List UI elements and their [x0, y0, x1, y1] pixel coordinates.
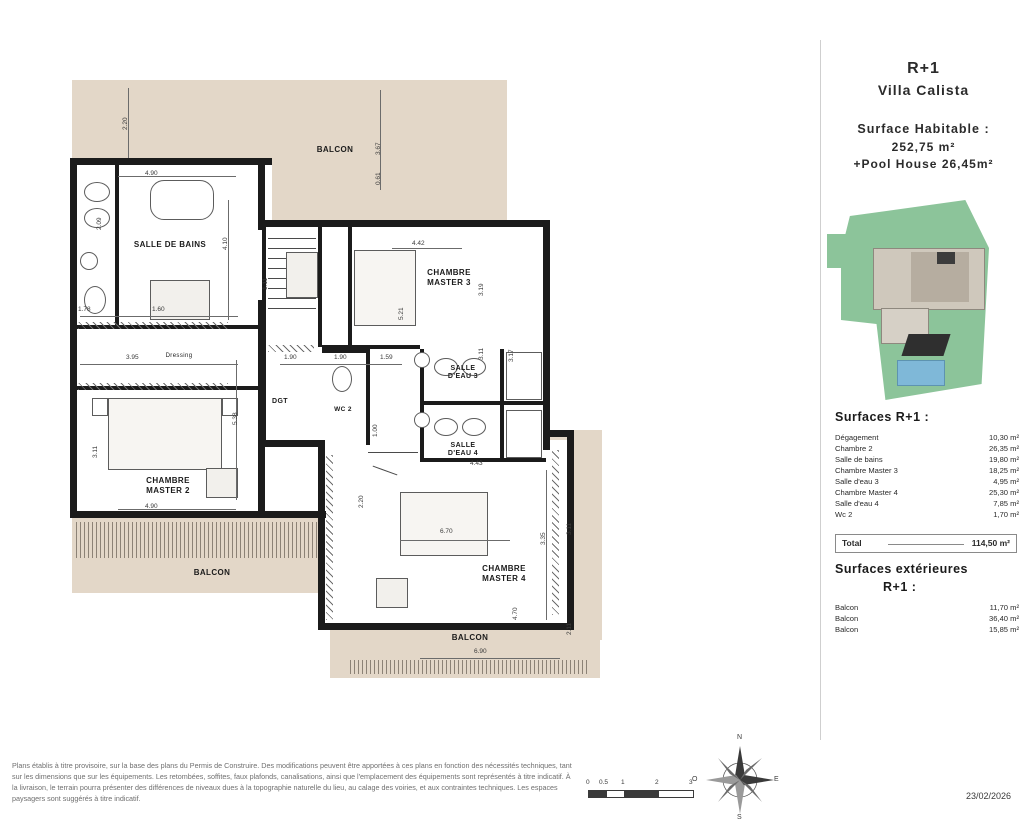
- dimension-text: 4.43: [470, 460, 483, 467]
- bed-master-3-upper: [150, 280, 210, 320]
- dimension-text: 5.38: [232, 412, 239, 425]
- surface-value: 4,95 m²: [993, 477, 1019, 486]
- scale-segment: [606, 790, 626, 798]
- exterior-label: Balcon: [835, 603, 859, 612]
- legend-title-level: R+1: [907, 60, 940, 77]
- site-plan-thumbnail: [841, 192, 1001, 407]
- window-hatch-dressing: [78, 383, 228, 390]
- bed-master-3: [354, 250, 416, 326]
- dimension-text: 3.19: [478, 283, 485, 296]
- dimension-text: 4.10: [222, 237, 229, 250]
- nightstand: [92, 398, 108, 416]
- dimension-text: 3.11: [566, 522, 573, 535]
- exterior-label: Balcon: [835, 625, 859, 634]
- stair-landing: [286, 252, 318, 298]
- wall-lower-bottom: [318, 623, 574, 630]
- dimension-text: 6.90: [474, 648, 487, 655]
- table-row: [835, 454, 1019, 465]
- dimension-text: 1.90: [284, 354, 297, 361]
- table-row: [835, 487, 1019, 498]
- surface-label: Dégagement: [835, 433, 879, 442]
- surface-label: Salle d'eau 4: [835, 499, 879, 508]
- compass-south-label: S: [737, 814, 742, 821]
- poolhouse-value: +Pool House 26,45m²: [853, 157, 994, 171]
- total-box: [835, 534, 1017, 553]
- compass-east-label: E: [774, 776, 779, 783]
- dimension-line: [420, 658, 560, 659]
- dimension-line: [400, 540, 510, 541]
- wall-bottom-left: [70, 511, 326, 518]
- dimension-text: 1.78: [78, 306, 91, 313]
- surfaces-title: Surfaces R+1 :: [835, 410, 930, 424]
- wall-bath-vertical: [115, 165, 119, 325]
- stair-step: [268, 298, 316, 299]
- wall-center-bottom-stub: [262, 440, 324, 447]
- total-divider: [888, 544, 964, 545]
- surfaces-table: [835, 432, 1019, 520]
- disclaimer-text: Plans établis à titre provisoire, sur la base des plans du Permis de Construire. Des modifications peuvent être apportées à ces plans en fonction des nécessités techniques, tant sur les dimensions que sur les équipements. Les retombées, soffites, faux plafonds, canalisations, ainsi que l'emplacement des équipements sont représentés à titre indicatif. À la livraison, le terrain pourra présenter des différences de niveaux dues à la topographie naturelle du lieu, au calage des voiries, et aux contraintes techniques. Les espaces paysagers sont suggérés à titre indicatif.: [12, 761, 572, 804]
- wall-wc-top: [322, 349, 370, 353]
- dimension-text: 4.42: [412, 240, 425, 247]
- room-label: BALCON: [193, 568, 231, 577]
- window-hatch-left-lower: [326, 455, 333, 620]
- dimension-text: 1.59: [380, 354, 393, 361]
- table-row: [835, 624, 1019, 635]
- room-label: SALLE D'EAU 3: [447, 365, 479, 381]
- dimension-text: 0.61: [375, 172, 382, 185]
- dimension-text: 2.20: [122, 117, 129, 130]
- wall-bedroom3-left: [348, 227, 352, 345]
- table-row: [835, 443, 1019, 454]
- shower-head-icon-4: [414, 412, 430, 428]
- sink-basin: [84, 182, 110, 202]
- room-label: CHAMBRE MASTER 2: [146, 476, 190, 495]
- room-label: SALLE DE BAINS: [133, 240, 207, 249]
- table-row: [835, 476, 1019, 487]
- room-label: Dressing: [165, 353, 193, 359]
- surface-value: 26,35 m²: [989, 444, 1019, 453]
- dimension-text: 1.60: [152, 306, 165, 313]
- room-label: BALCON: [451, 633, 489, 642]
- surface-value: 7,85 m²: [993, 499, 1019, 508]
- exterior-title-line1: Surfaces extérieures: [835, 562, 968, 576]
- surface-value: 18,25 m²: [989, 466, 1019, 475]
- surface-value: 19,80 m²: [989, 455, 1019, 464]
- scale-tick: 0.5: [599, 779, 609, 786]
- dimension-text: 3.35: [540, 532, 547, 545]
- washbasin-bath-4: [434, 418, 458, 436]
- surface-label: Salle de bains: [835, 455, 883, 464]
- compass-west-label: O: [692, 776, 698, 783]
- scale-bar: [586, 779, 698, 806]
- scale-tick: 1: [621, 779, 625, 786]
- site-green-spur: [827, 234, 857, 268]
- bathtub: [150, 180, 214, 220]
- legend-title-villa: Villa Calista: [877, 82, 970, 98]
- dimension-text: 4.70: [512, 607, 519, 620]
- dimension-line: [118, 509, 236, 510]
- plan-date: 23/02/2026: [965, 791, 1011, 801]
- room-label: CHAMBRE MASTER 4: [482, 564, 526, 583]
- dimension-line-v: [236, 360, 237, 500]
- wall-stair-left: [262, 227, 266, 442]
- exterior-label: Balcon: [835, 614, 859, 623]
- total-value: 114,50 m²: [971, 538, 1010, 548]
- table-row: [835, 602, 1019, 613]
- exterior-table: [835, 602, 1019, 635]
- site-car: [937, 252, 955, 264]
- toilet-bowl-wc2: [332, 366, 352, 392]
- balcony-top-terrace: [262, 80, 507, 225]
- exterior-title-line2: R+1 :: [883, 580, 917, 594]
- room-label: DGT: [272, 398, 288, 405]
- compass-rose: [692, 734, 780, 821]
- closet-line: [368, 452, 418, 453]
- dimension-line-v: [228, 200, 229, 320]
- dimension-text: 2.11: [566, 622, 573, 635]
- surface-label: Salle d'eau 3: [835, 477, 879, 486]
- surface-label: Chambre Master 3: [835, 466, 898, 475]
- room-label: SALLE D'EAU 4: [447, 442, 479, 458]
- window-hatch-stairs: [268, 345, 314, 352]
- dimension-text: 2.20: [358, 495, 365, 508]
- dimension-line: [80, 364, 238, 365]
- dimension-text: 3.11: [478, 347, 485, 360]
- dimension-line: [392, 248, 462, 249]
- exterior-value: 36,40 m²: [989, 614, 1019, 623]
- dimension-line: [80, 316, 238, 317]
- wall-closet-right: [500, 349, 504, 461]
- dimension-text: 1.90: [334, 354, 347, 361]
- surface-label: Chambre Master 4: [835, 488, 898, 497]
- surface-label: Wc 2: [835, 510, 853, 519]
- wall-center-top: [262, 220, 550, 227]
- legend-panel: [820, 40, 1026, 740]
- dimension-text: 2.09: [96, 217, 103, 230]
- compass-north-label: N: [737, 734, 743, 741]
- habitable-label: Surface Habitable :: [857, 122, 990, 136]
- room-label: WC 2: [334, 406, 352, 413]
- site-dark-block: [901, 334, 950, 356]
- scale-segment: [624, 790, 660, 798]
- dimension-text: 6.70: [440, 528, 453, 535]
- stair-step: [268, 308, 316, 309]
- dimension-text: 3.11: [92, 445, 99, 458]
- scale-tick: 3: [689, 779, 693, 786]
- wall-bath3-bottom: [420, 401, 546, 405]
- table-row: [835, 613, 1019, 624]
- dimension-text: 1.00: [372, 424, 379, 437]
- dimension-text: 3.95: [126, 354, 139, 361]
- dimension-line-v: [546, 470, 547, 620]
- armchair-master-2: [206, 468, 238, 498]
- habitable-value: 252,75 m²: [891, 140, 956, 154]
- armchair-master-4: [376, 578, 408, 608]
- scale-segment: [588, 790, 608, 798]
- window-hatch-bath-top: [78, 322, 228, 329]
- stair-step: [268, 238, 316, 239]
- table-row: [835, 465, 1019, 476]
- shower-head-icon-3: [414, 352, 430, 368]
- wall-lower-left: [318, 440, 325, 630]
- surface-label: Chambre 2: [835, 444, 873, 453]
- scale-tick: 0: [586, 779, 590, 786]
- dimension-text: 4.90: [145, 503, 158, 510]
- table-row: [835, 432, 1019, 443]
- deck-hatch-bottom: [350, 660, 590, 674]
- shower-head-icon: [80, 252, 98, 270]
- dimension-line: [118, 176, 236, 177]
- exterior-value: 15,85 m²: [989, 625, 1019, 634]
- table-row: [835, 509, 1019, 520]
- room-label: BALCON: [316, 145, 354, 154]
- scale-tick: 2: [655, 779, 659, 786]
- table-row: [835, 498, 1019, 509]
- surface-value: 1,70 m²: [993, 510, 1019, 519]
- wall-left-outer: [70, 158, 77, 518]
- window-hatch-right-lower: [552, 450, 559, 615]
- shower-tray-4: [506, 410, 542, 458]
- bed-master-2: [108, 398, 222, 470]
- wall-lower-right-upper: [543, 430, 574, 437]
- bed-master-4: [400, 492, 488, 556]
- wall-stair-right: [318, 227, 322, 347]
- surface-value: 25,30 m²: [989, 488, 1019, 497]
- site-pool: [897, 360, 945, 386]
- dimension-text: 5.21: [398, 307, 405, 320]
- dimension-text: 3.17: [508, 349, 515, 362]
- dimension-text: 4.90: [145, 170, 158, 177]
- washbasin-bath-4b: [462, 418, 486, 436]
- wall-bath4-bottom: [420, 458, 546, 462]
- stair-step: [268, 248, 316, 249]
- surface-value: 10,30 m²: [989, 433, 1019, 442]
- compass-icon: [700, 740, 780, 820]
- dimension-text: 3.67: [375, 142, 382, 155]
- deck-hatch-left: [76, 522, 320, 558]
- wall-top-left: [70, 158, 272, 165]
- exterior-value: 11,70 m²: [989, 603, 1019, 612]
- wall-center-right: [543, 220, 550, 450]
- dimension-line: [280, 364, 402, 365]
- dimension-text: 1.11: [262, 277, 269, 290]
- room-label: CHAMBRE MASTER 3: [427, 268, 471, 287]
- scale-segment: [658, 790, 694, 798]
- total-label: Total: [842, 538, 862, 548]
